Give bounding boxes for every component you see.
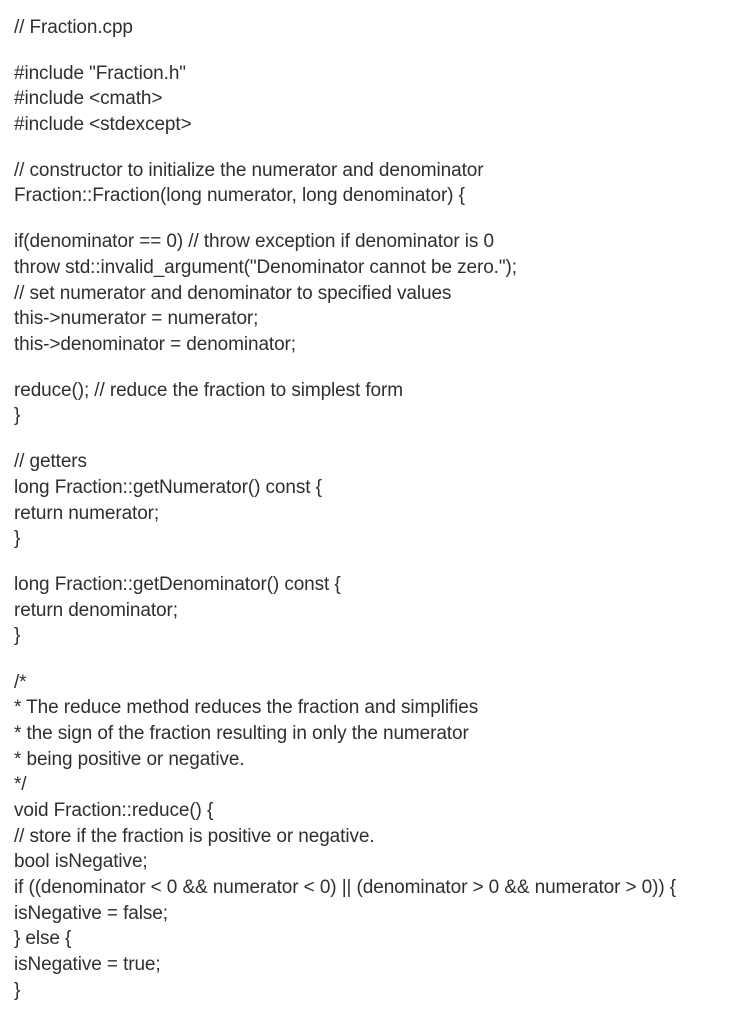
code-line: }: [14, 405, 21, 426]
code-line: /*: [14, 672, 27, 693]
code-line: this->denominator = denominator;: [14, 334, 296, 355]
code-line: // getters: [14, 451, 87, 472]
code-line: if ((denominator < 0 && numerator < 0) || (denominator > 0 && numerator > 0)) {: [14, 877, 677, 898]
code-line: long Fraction::getNumerator() const {: [14, 477, 322, 498]
code-line: // constructor to initialize the numerator and denominator: [14, 160, 484, 181]
code-line: return numerator;: [14, 503, 160, 524]
code-line: // set numerator and denominator to specified values: [14, 283, 452, 304]
code-line: // store if the fraction is positive or negative.: [14, 826, 375, 847]
code-line: if(denominator == 0) // throw exception if denominator is 0: [14, 231, 494, 252]
code-line: }: [14, 980, 21, 1001]
code-line: * being positive or negative.: [14, 749, 245, 770]
code-line: isNegative = true;: [14, 954, 161, 975]
code-line: throw std::invalid_argument("Denominator cannot be zero.");: [14, 257, 517, 278]
code-line: this->numerator = numerator;: [14, 308, 259, 329]
code-line: #include "Fraction.h": [14, 63, 186, 84]
code-line: * the sign of the fraction resulting in only the numerator: [14, 723, 469, 744]
code-line: * The reduce method reduces the fraction and simplifies: [14, 697, 479, 718]
code-line: // Fraction.cpp: [14, 17, 133, 38]
code-line: return denominator;: [14, 600, 178, 621]
code-line: #include <cmath>: [14, 88, 163, 109]
code-line: */: [14, 774, 27, 795]
code-line: void Fraction::reduce() {: [14, 800, 214, 821]
code-line: Fraction::Fraction(long numerator, long denominator) {: [14, 185, 465, 206]
code-line: reduce(); // reduce the fraction to simplest form: [14, 380, 403, 401]
code-line: long Fraction::getDenominator() const {: [14, 574, 341, 595]
code-line: #include <stdexcept>: [14, 114, 192, 135]
code-line: }: [14, 528, 21, 549]
code-line: }: [14, 625, 21, 646]
code-line: isNegative = false;: [14, 903, 168, 924]
code-line: } else {: [14, 928, 72, 949]
code-line: bool isNegative;: [14, 851, 148, 872]
